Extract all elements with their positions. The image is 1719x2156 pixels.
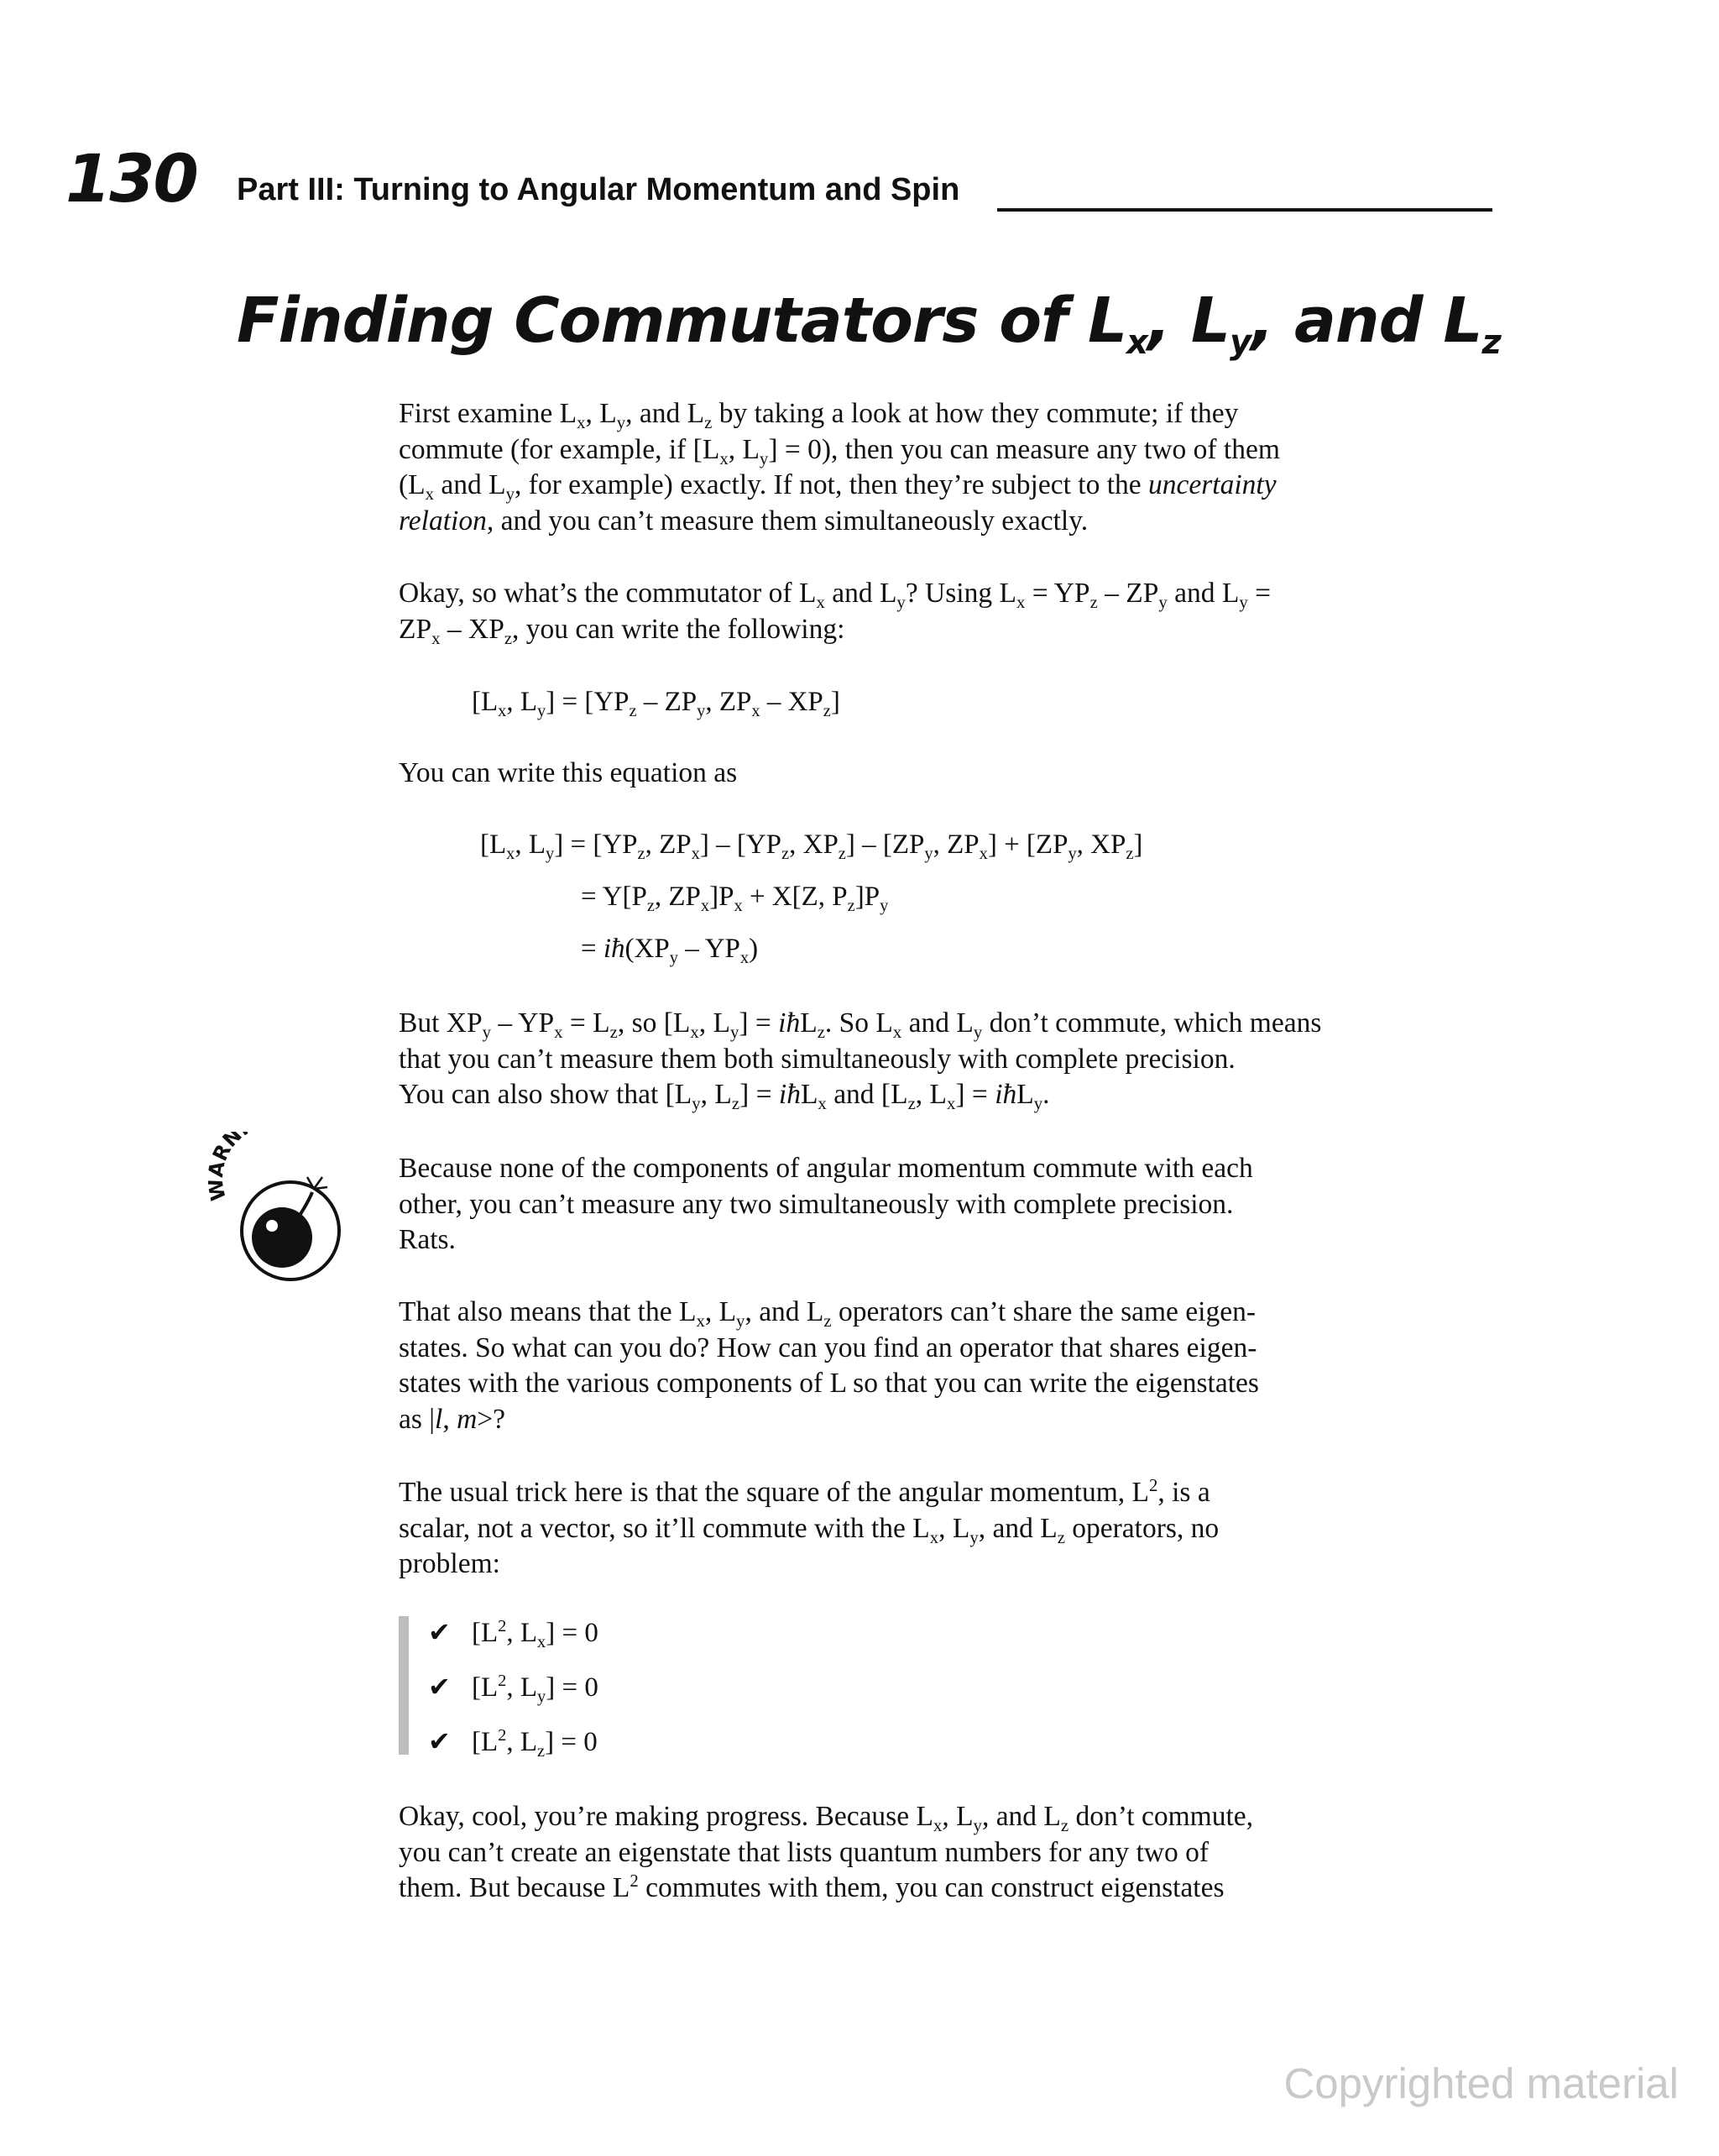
bullet-item-1: ✔ [$L^2$, $L_x] = 0$ — [428, 1616, 598, 1651]
paragraph-1: First examine $L_x$, $L_y$, and $L_z$ by taking a look at how they commute; if they commute (for example, if [$L_x$, $L_y] = 0$), then you can measure any two of them ($L_x$ and $L_y$, for example) exactly. If not, then they’re subject to the uncertainty relation, and you can’t measure them simultaneously exactly. — [399, 398, 1280, 536]
paragraph-3: You can write this equation as — [399, 757, 738, 788]
paragraph-4: But $XP_y - YP_x = L_z$, so [$L_x$, $L_y$] = iħL$_z$. So $L_x$ and $L_y$ don’t commute, which means that you can’t measure them both simultaneously with complete precision. You can also show that [$L_y$, $L_z$] = iħL$_x$ and [$L_z$, $L_x$] = iħL$_y$. — [399, 1007, 1322, 1113]
section-heading — [237, 285, 1501, 362]
check-mark-icon: ✔ — [428, 1725, 451, 1757]
check-mark-icon: ✔ — [428, 1671, 451, 1703]
warning-label: RN — [208, 1132, 247, 1165]
header-rule — [997, 208, 1492, 212]
heading-sub-x: x — [1126, 323, 1147, 362]
bullet-item-2: ✔ [$L^2$, $L_y] = 0$ — [428, 1671, 598, 1706]
copyright-watermark: Copyrighted material — [1283, 2059, 1679, 2107]
check-mark-icon: ✔ — [428, 1616, 451, 1648]
bullet-list-bar — [399, 1616, 409, 1755]
paragraph-8: Okay, cool, you’re making progress. Because $L_x$, $L_y$, and $L_z$ don’t commute, you can’t create an eigenstate that lists quantum numbers for any two of them. But because $L^2$ commutes with them, you can construct eigenstates — [399, 1801, 1254, 1903]
part-title: Part III: Turning to Angular Momentum and Spin — [237, 172, 960, 207]
paragraph-6: That also means that the $L_x$, $L_y$, and $L_z$ operators can’t share the same eigen- states. So what can you do? How can you find an operator that shares eigen- states with the various components of L so that you can write the eigenstates as |l, m>? — [399, 1296, 1259, 1435]
heading-text: Finding Commutators of L — [237, 285, 1127, 357]
equation-2-line-3: = $iħ(XP_y - YP_x)$ — [581, 934, 759, 967]
heading-text: , and L — [1251, 285, 1482, 357]
equation-2-line-2: = $Y[P_z$, $ZP_x]P_x + X[Z$, $P_z]P_y$ — [581, 882, 889, 915]
equation-2-line-1: [$L_x$, $L_y] = [YP_z$, $ZP_x] - [YP_z$, $XP_z] - [ZP_y$, $ZP_x] + [ZP_y$, $XP_z$] — [480, 829, 1143, 863]
page-number: 130 — [65, 142, 197, 217]
bullet-item-3: ✔ [$L^2$, $L_z] = 0$ — [428, 1725, 598, 1761]
paragraph-7: The usual trick here is that the square of the angular momentum, $L^2$, is a scalar, not a vector, so it’ll commute with the $L_x$, $L_y$, and $L_z$ operators, no problem: — [399, 1476, 1220, 1579]
heading-sub-z: z — [1481, 323, 1501, 362]
paragraph-2: Okay, so what’s the commutator of $L_x$ and $L_y$? Using $L_x = YP_z - ZP_y$ and $L_y$ = $ZP_x - XP_z$, you can write the following: — [399, 578, 1272, 648]
heading-sub-y: y — [1230, 323, 1251, 362]
equation-1: [$L_x$, $L_y] = [YP_z - ZP_y$, $ZP_x - XP_z$] — [472, 687, 840, 720]
paragraph-5-warning: Because none of the components of angular momentum commute with each other, you can’t measure any two simultaneously with complete precision. Rats. — [399, 1153, 1253, 1255]
heading-text: , L — [1147, 285, 1230, 357]
bomb-warning-icon — [208, 1132, 351, 1283]
